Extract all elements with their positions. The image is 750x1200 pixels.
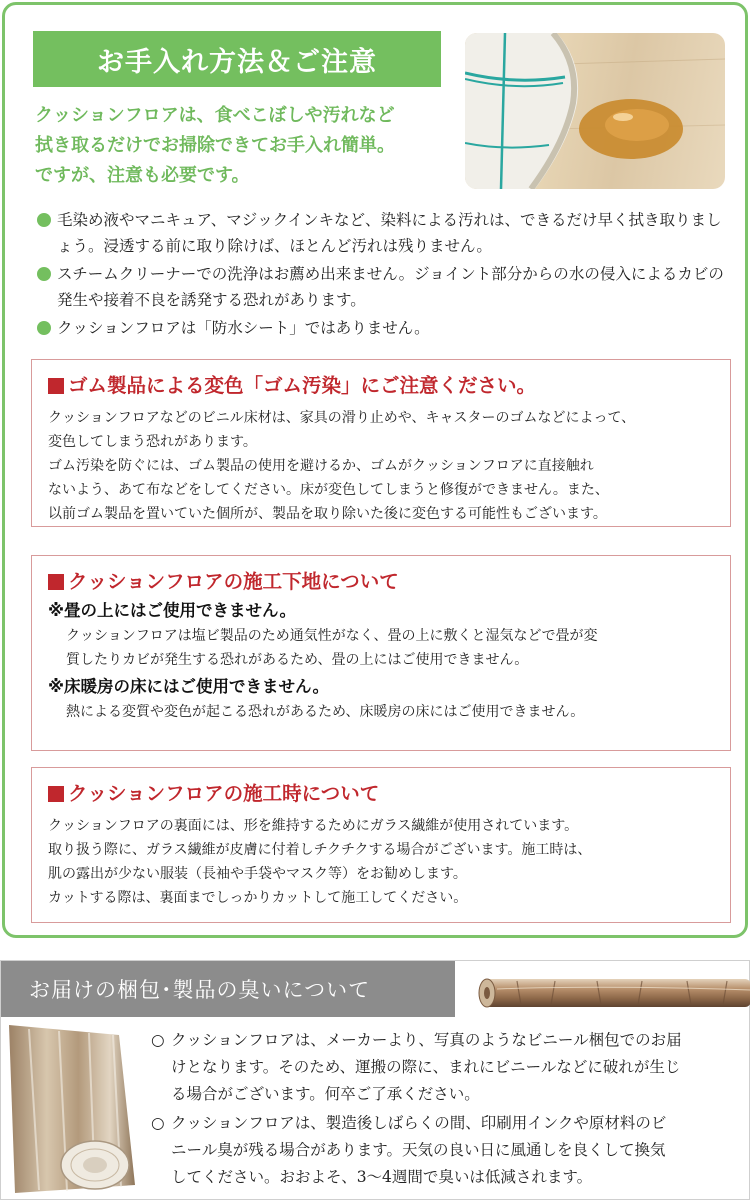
care-bullet	[37, 261, 727, 313]
note-line: クッションフロアは、メーカーより、写真のようなビニール梱包でのお届	[171, 1031, 682, 1049]
green-dot-icon	[37, 213, 51, 227]
note-line: クッションフロアは、製造後しばらくの間、印刷用インクや原材料のビ	[171, 1114, 667, 1132]
rolled-floor-photo	[477, 975, 750, 1011]
body-line: 肌の露出が少ない服装（長袖や手袋やマスク等）をお勧めします。	[48, 866, 467, 882]
body-line: ゴム汚染を防ぐには、ゴム製品の使用を避けるか、ゴムがクッションフロアに直接触れ	[48, 458, 594, 474]
care-intro-line: ですが、注意も必要です。	[35, 165, 250, 186]
note-line: してください。おおよそ、3～4週間で臭いは低減されます。	[171, 1168, 593, 1186]
packaged-roll-illustration	[9, 1025, 137, 1193]
delivery-title: お届けの梱包･製品の臭いについて	[1, 961, 455, 1017]
rubber-stain-notice	[31, 359, 731, 527]
cloth	[465, 33, 578, 189]
care-intro-line: クッションフロアは、食べこぼしや汚れなど	[35, 105, 395, 126]
care-bullet-text: 毛染め液やマニキュア、マジックインキなど、染料による汚れは、できるだけ早く拭き取りましょう。浸透する前に取り除けば、ほとんど汚れは残りません。	[57, 211, 722, 255]
green-dot-icon	[37, 267, 51, 281]
care-bullet	[37, 315, 727, 341]
base-surface-notice	[31, 555, 731, 751]
packaged-roll-photo	[9, 1025, 137, 1193]
note-line: ニール臭が残る場合があります。天気の良い日に風通しを良くして換気	[171, 1141, 666, 1159]
care-bullet-text: スチームクリーナーでの洗浄はお薦め出来ません。ジョイント部分からの水の侵入によるカビの発生や接着不良を誘発する恐れがあります。	[57, 265, 724, 309]
installation-body	[48, 814, 714, 910]
delivery-notes	[151, 1027, 741, 1193]
base-surface-title-text: クッションフロアの施工下地について	[68, 570, 399, 593]
care-bullet-text: クッションフロアは「防水シート」ではありません。	[57, 319, 430, 337]
rubber-stain-body	[48, 406, 714, 526]
care-bullet-list	[37, 207, 727, 343]
rubber-stain-title	[48, 372, 714, 400]
body-line: クッションフロアの裏面には、形を維持するためにガラス繊維が使用されています。	[48, 818, 579, 834]
tatami-heading: ※畳の上にはご使用できません。	[48, 601, 297, 620]
body-line: 以前ゴム製品を置いていた個所が、製品を取り除いた後に変色する可能性もございます。	[48, 506, 607, 522]
rolled-sheet-illustration	[477, 975, 750, 1011]
body-line: 熱による変質や変色が起こる恐れがあるため、床暖房の床にはご使用できません。	[66, 704, 585, 720]
care-intro-line: 拭き取るだけでお掃除できてお手入れ簡単。	[35, 135, 395, 156]
note-line: けとなります。そのため、運搬の際に、まれにビニールなどに破れが生じ	[171, 1058, 681, 1076]
care-intro	[35, 101, 455, 191]
body-line: 変色してしまう恐れがあります。	[48, 434, 257, 450]
body-line: クッションフロアなどのビニル床材は、家具の滑り止めや、キャスターのゴムなどによって、	[48, 410, 636, 426]
rubber-stain-title-text: ゴム製品による変色「ゴム汚染」にご注意ください。	[68, 374, 537, 397]
care-title: お手入れ方法＆ご注意	[33, 31, 441, 87]
body-line: クッションフロアは塩ビ製品のため通気性がなく、畳の上に敷くと湿気などで畳が変	[66, 628, 598, 644]
green-dot-icon	[37, 321, 51, 335]
floor-heating-heading: ※床暖房の床にはご使用できません。	[48, 677, 330, 696]
installation-title	[48, 780, 714, 808]
installation-title-text: クッションフロアの施工時について	[68, 782, 380, 805]
note-line: る場合がございます。何卒ご了承ください。	[171, 1085, 480, 1103]
body-line: ないよう、あて布などをしてください。床が変色してしまうと修復ができません。また、	[48, 482, 609, 498]
base-surface-title	[48, 568, 714, 596]
installation-notice	[31, 767, 731, 923]
tatami-body	[48, 624, 714, 672]
delivery-note	[151, 1027, 741, 1108]
care-section	[2, 2, 748, 938]
circle-marker: ○	[151, 1031, 165, 1049]
wiping-cloth-illustration	[465, 33, 725, 189]
body-line: 取り扱う際に、ガラス繊維が皮膚に付着しチクチクする場合がございます。施工時は、	[48, 842, 592, 858]
red-square-icon	[48, 786, 64, 802]
floor-heating-body	[48, 700, 714, 724]
delivery-note	[151, 1110, 741, 1191]
delivery-section	[0, 960, 750, 1200]
body-line: 質したりカビが発生する恐れがあるため、畳の上にはご使用できません。	[66, 652, 529, 668]
red-square-icon	[48, 574, 64, 590]
circle-marker: ○	[151, 1114, 165, 1132]
red-square-icon	[48, 378, 64, 394]
body-line: カットする際は、裏面までしっかりカットして施工してください。	[48, 890, 468, 906]
wiping-cloth-photo	[465, 33, 725, 189]
care-bullet	[37, 207, 727, 259]
